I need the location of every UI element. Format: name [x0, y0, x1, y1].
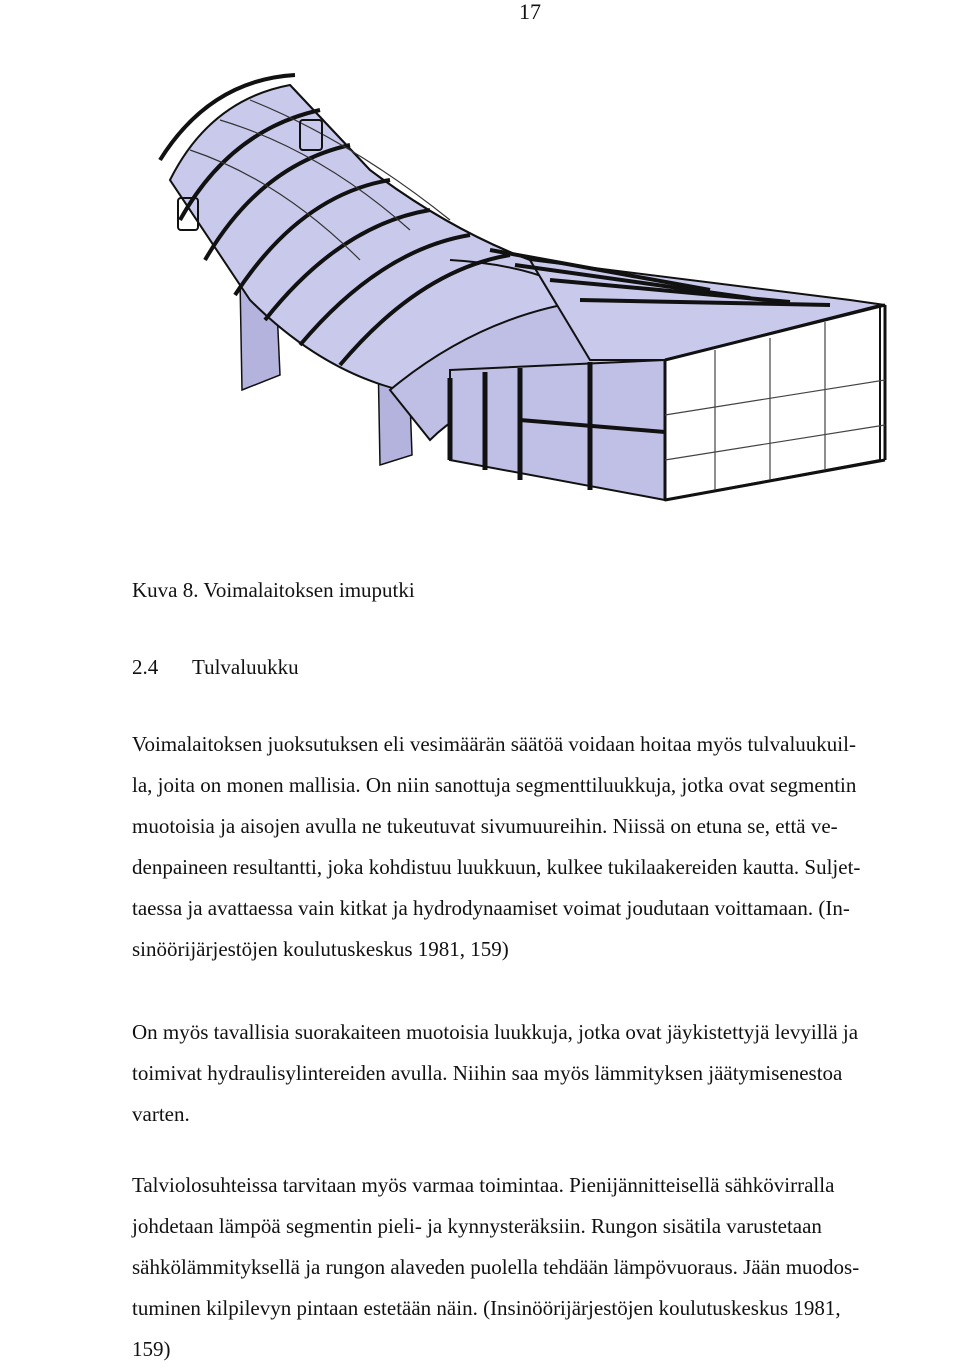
- text-line: varten.: [132, 1102, 190, 1126]
- paragraph: [132, 1012, 859, 1135]
- text-line: toimivat hydraulisylintereiden avulla. Niihin saa myös lämmityksen jäätymisenestoa: [132, 1061, 843, 1085]
- section-title: Tulvaluukku: [192, 655, 299, 679]
- text-line: la, joita on monen mallisia. On niin sanottuja segmenttiluukkuja, jotka ovat segmentin: [132, 773, 857, 797]
- draft-tube-illustration: [150, 60, 910, 530]
- section-number: 2.4: [132, 655, 159, 679]
- section-heading: [132, 653, 299, 681]
- paragraph: [132, 724, 861, 970]
- figure-caption: Kuva 8. Voimalaitoksen imuputki: [132, 578, 415, 602]
- text-line: denpaineen resultantti, joka kohdistuu luukkuun, kulkee tukilaakereiden kautta. Suljet-: [132, 855, 861, 879]
- page-number: 17: [519, 0, 541, 24]
- text-line: sinöörijärjestöjen koulutuskeskus 1981, 159): [132, 937, 509, 961]
- text-line: On myös tavallisia suorakaiteen muotoisia luukkuja, jotka ovat jäykistettyjä levyillä ja: [132, 1020, 859, 1044]
- text-line: sähkölämmityksellä ja rungon alaveden puolella tehdään lämpövuoraus. Jään muodos-: [132, 1255, 860, 1279]
- text-line: muotoisia ja aisojen avulla ne tukeutuvat sivumuureihin. Niissä on etuna se, että ve-: [132, 814, 838, 838]
- text-line: taessa ja avattaessa vain kitkat ja hydrodynaamiset voimat joudutaan voittamaan. (In-: [132, 896, 850, 920]
- paragraph: [132, 1165, 860, 1370]
- text-line: tuminen kilpilevyn pintaan estetään näin. (Insinöörijärjestöjen koulutuskeskus 1981,: [132, 1296, 841, 1320]
- text-line: Voimalaitoksen juoksutuksen eli vesimäärän säätöä voidaan hoitaa myös tulvaluukuil-: [132, 732, 856, 756]
- text-line: Talviolosuhteissa tarvitaan myös varmaa toimintaa. Pienijännitteisellä sähkövirralla: [132, 1173, 835, 1197]
- text-line: johdetaan lämpöä segmentin pieli- ja kynnysteräksiin. Rungon sisätila varustetaan: [132, 1214, 822, 1238]
- text-line: 159): [132, 1337, 171, 1361]
